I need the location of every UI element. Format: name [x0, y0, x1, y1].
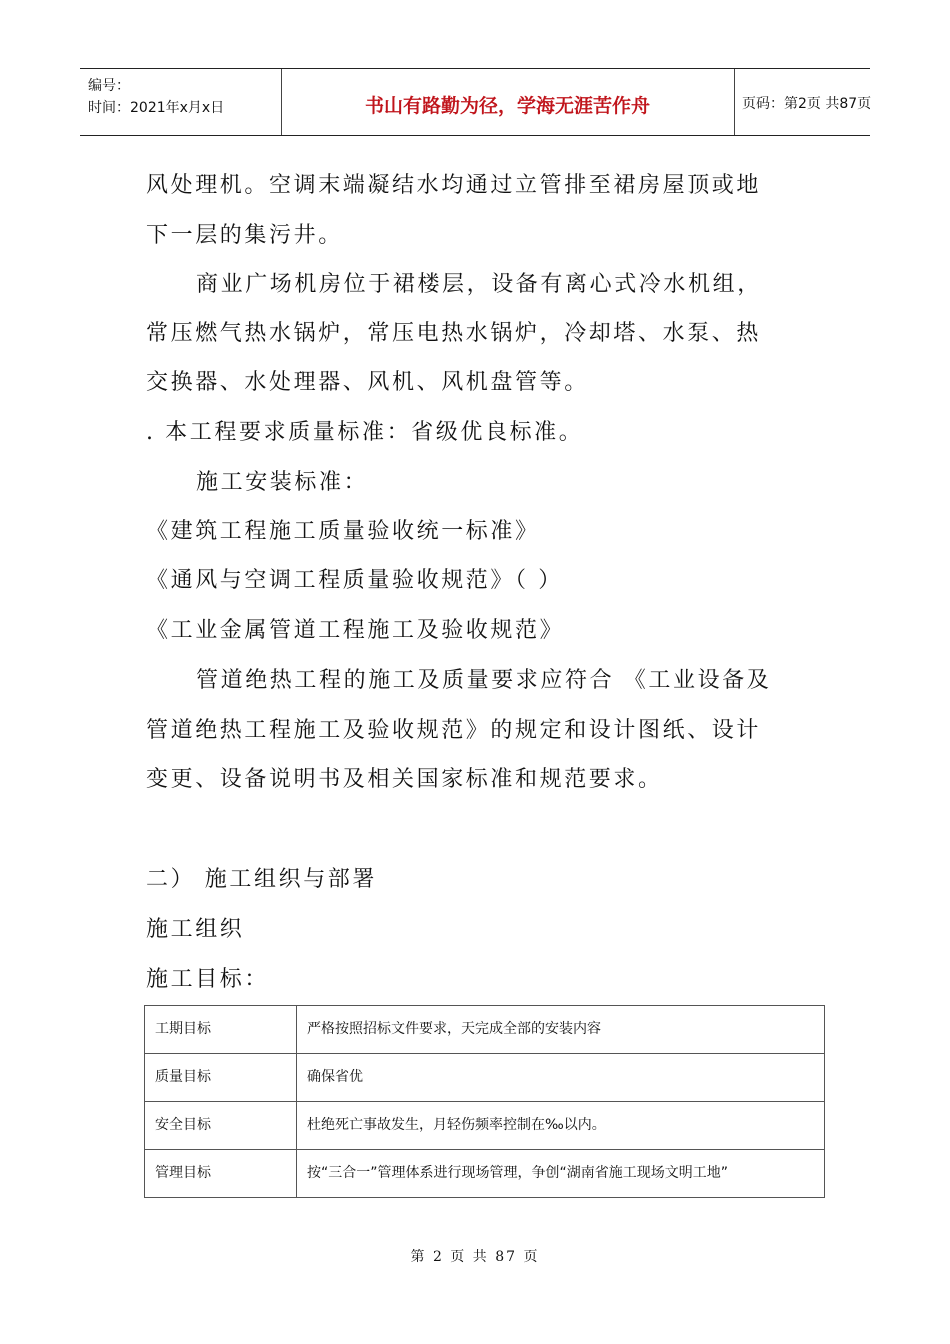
- table-row: [145, 1054, 825, 1102]
- body-line: 管道绝热工程施工及验收规范》的规定和设计图纸、设计: [146, 718, 762, 743]
- standard-title: 《建筑工程施工质量验收统一标准》: [146, 519, 540, 544]
- serial-label: 编号：: [88, 78, 130, 94]
- body-line: 变更、设备说明书及相关国家标准和规范要求。: [146, 767, 663, 792]
- page-footer: 第 2 页 共 87 页: [410, 1249, 540, 1265]
- subsection-heading: 施工组织: [146, 917, 245, 942]
- header-page-info: 页码：第2页 共87页: [742, 96, 872, 112]
- header-page-cell: [734, 69, 870, 135]
- standard-title: 《通风与空调工程质量验收规范》（ ）: [146, 568, 563, 593]
- header-motto-cell: [281, 69, 735, 135]
- table-row: [145, 1006, 825, 1054]
- goal-value: 确保省优: [297, 1054, 825, 1102]
- motto-text: 书山有路勤为径，学海无涯苦作舟: [364, 95, 650, 117]
- table-row: [145, 1150, 825, 1198]
- header-meta-cell: [80, 69, 282, 135]
- body-line: 风处理机。空调末端凝结水均通过立管排至裙房屋顶或地: [146, 173, 762, 198]
- body-line: 常压燃气热水锅炉，常压电热水锅炉，冷却塔、水泵、热: [146, 321, 762, 346]
- goal-value: 严格按照招标文件要求，天完成全部的安装内容: [297, 1006, 825, 1054]
- page-header: [80, 68, 870, 136]
- table-row: [145, 1102, 825, 1150]
- goal-label: 工期目标: [145, 1006, 297, 1054]
- body-line: . 本工程要求质量标准：省级优良标准。: [146, 420, 584, 445]
- body-line: 管道绝热工程的施工及质量要求应符合 《工业设备及: [196, 668, 772, 693]
- section-heading: 二） 施工组织与部署: [146, 867, 377, 892]
- standard-title: 《工业金属管道工程施工及验收规范》: [146, 618, 565, 643]
- body-line: 交换器、水处理器、风机、风机盘管等。: [146, 370, 589, 395]
- goal-value: 按“三合一”管理体系进行现场管理，争创“湖南省施工现场文明工地”: [297, 1150, 825, 1198]
- goal-label: 质量目标: [145, 1054, 297, 1102]
- subsection-heading: 施工目标：: [146, 967, 270, 992]
- goal-label: 管理目标: [145, 1150, 297, 1198]
- goals-table: [144, 1005, 825, 1198]
- body-line: 施工安装标准：: [196, 470, 369, 495]
- body-line: 下一层的集污井。: [146, 223, 343, 248]
- time-label: 时间：2021年x月x日: [88, 100, 225, 116]
- goal-value: 杜绝死亡事故发生，月轻伤频率控制在‰以内。: [297, 1102, 825, 1150]
- body-line: 商业广场机房位于裙楼层，设备有离心式冷水机组，: [196, 272, 762, 297]
- goal-label: 安全目标: [145, 1102, 297, 1150]
